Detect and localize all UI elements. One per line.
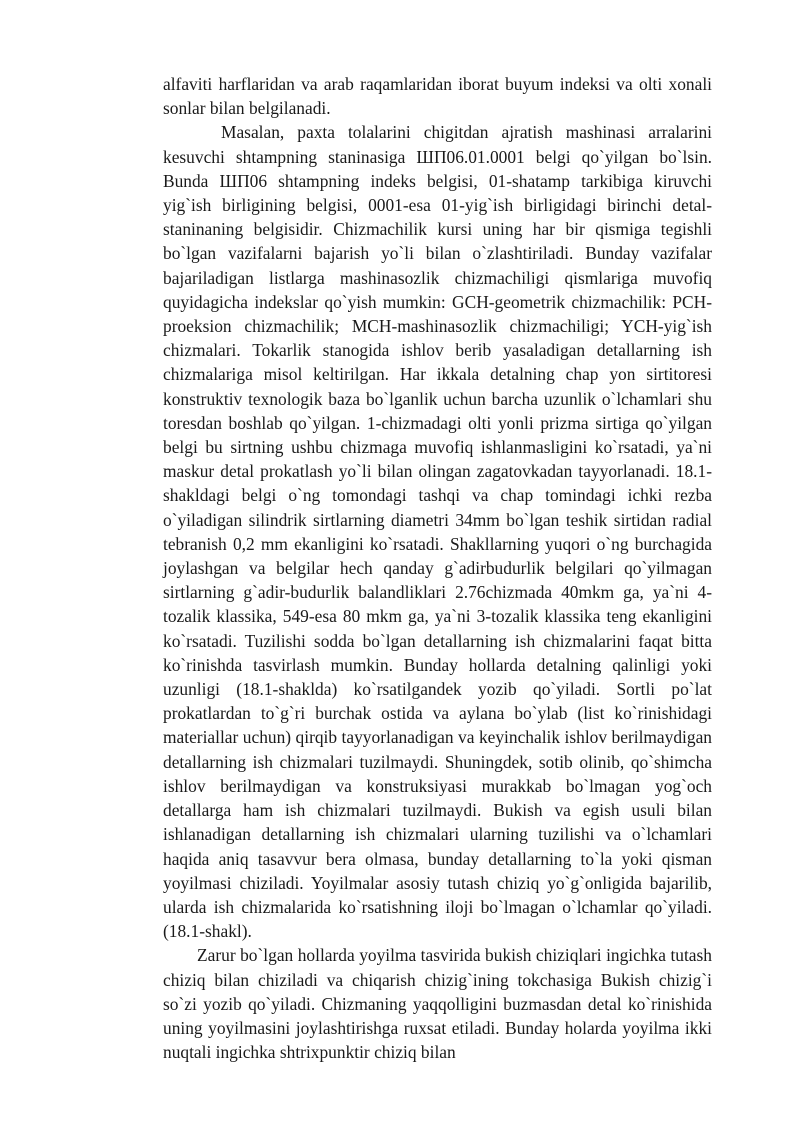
paragraph-unfolding-lines: Zarur bo`lgan hollarda yoyilma tasvirida bukish chiziqlari ingichka tutash chiziq bilan chiziladi va chiqarish chizig`ining tokchasiga Bukish chizig`i so`zi yozib qo`yiladi. Chizmaning yaqqolligini buzmasdan detal ko`rinishida uning yoyilmasini joylashtirishga ruxsat etiladi. Bunday holarda yoyilma ikki nuqtali ingichka shtrixpunktir chiziq bilan [163,945,712,1063]
paragraph-example-indexing: Masalan, paxta tolalarini chigitdan ajratish mashinasi arralarini kesuvchi shtampning staninasiga ШП06.01.0001 belgi qo`yilgan bo`lsin. Bunda ШП06 shtampning indeks belgisi, 01-shatamp tarkibiga kiruvchi yig`ish birligining belgisi, 0001-esa 01-yig`ish birligidagi birinchi detal-staninaning belgisidir. Chizmachilik kursi uning har bir qismiga tegishli bo`lgan vazifalarni bajarish yo`li bilan o`zlashtiriladi. Bunday vazifalar bajariladigan listlarga mashinasozlik chizmachiligi qismlariga muvofiq quyidagicha indekslar qo`yish mumkin: GCH-geometrik chizmachilik: PCH-proeksion chizmachilik; MCH-mashinasozlik chizmachiligi; YCH-yig`ish chizmalari. Tokarlik stanogida ishlov berib yasaladigan detallarning ish chizmalariga misol keltirilgan. Har ikkala detalning chap yon sirtitoresi konstruktiv texnologik baza bo`lganlik uchun barcha uzunlik o`lchamlari shu toresdan boshlab qo`yilgan. 1-chizmadagi olti yonli prizma sirtiga qo`yilgan belgi bu sirtning ushbu chizmaga muvofiq ishlanmasligini ko`rsatadi, ya`ni maskur detal prokatlash yo`li bilan olingan zagatovkadan tayyorlanadi. 18.1-shakldagi belgi o`ng tomondagi tashqi va chap tomindagi ichki rezba o`yiladigan silindrik sirtlarning diametri 34mm bo`lgan teshik sirtidan radial tebranish 0,2 mm ekanligini ko`rsatadi. Shakllarning yuqori o`ng burchagida joylashgan va belgilar hech qanday g`adirbudurlik belgilari qo`yilmagan sirtlarning g`adir-budurlik balandliklari 2.76chizmada 40mkm ga, ya`ni 4-tozalik klassika, 549-esa 80 mkm ga, ya`ni 3-tozalik klassika teng ekanligini ko`rsatadi. Tuzilishi sodda bo`lgan detallarning ish chizmalarini faqat bitta ko`rinishda tasvirlash mumkin. Bunday hollarda detalning qalinligi yoki uzunligi (18.1-shaklda) ko`rsatilgandek yozib qo`yiladi. Sortli po`lat prokatlardan to`g`ri burchak ostida va aylana bo`ylab (list ko`rinishidagi materiallar uchun) qirqib tayyorlanadigan va keyinchalik ishlov berilmaydigan detallarning ish chizmalari tuzilmaydi. Shuningdek, sotib olinib, qo`shimcha ishlov berilmaydigan va konstruksiyasi murakkab bo`lmagan yog`och detallarga ham ish chizmalari tuzilmaydi. Bukish va egish usuli bilan ishlanadigan detallarning ish chizmalari ularning tuzilishi va o`lchamlari haqida aniq tasavvur bera olmasa, bunday detallarning to`la yoki qisman yoyilmasi chiziladi. Yoyilmalar asosiy tutash chiziq yo`g`onligida bajarilib, ularda ish chizmalarida ko`rsatishning iloji bo`lmagan o`lchamlar qo`yiladi. (18.1-shakl). [163,122,712,942]
document-page [163,72,712,1064]
paragraph-continuation: alfaviti harflaridan va arab raqamlaridan iborat buyum indeksi va olti xonali sonlar bilan belgilanadi. [163,74,712,119]
